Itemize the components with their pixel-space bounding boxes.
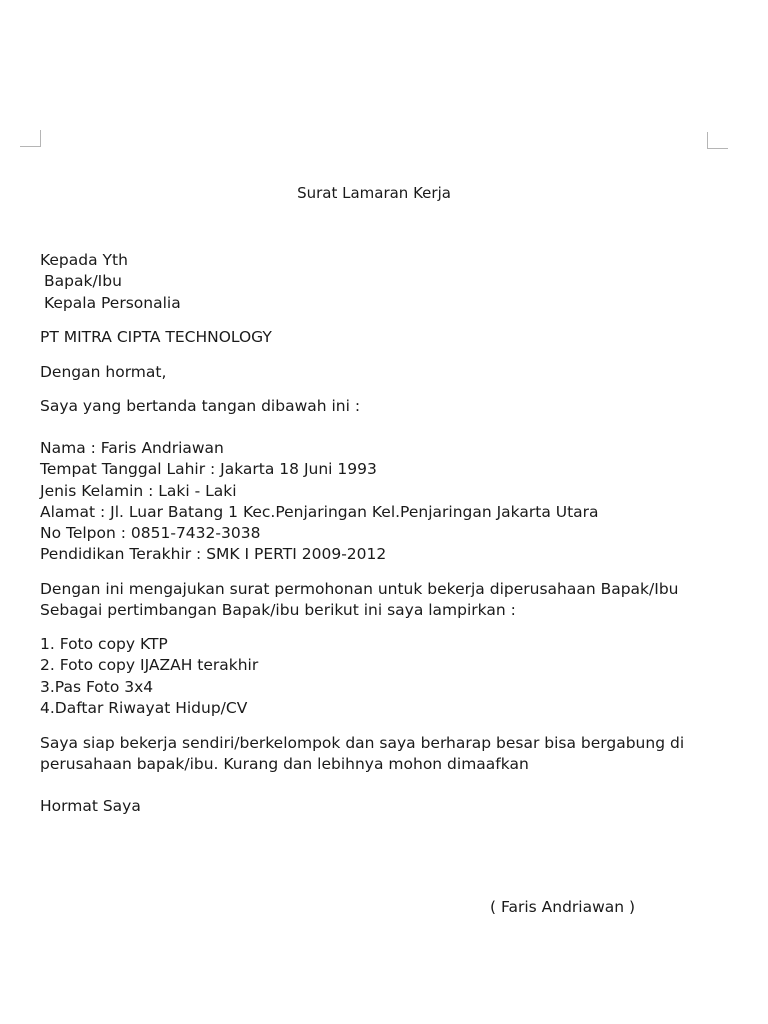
applicant-gender: Jenis Kelamin : Laki - Laki: [40, 482, 237, 500]
margin-corner-mark-top-right: [707, 132, 728, 149]
applicant-birth: Tempat Tanggal Lahir : Jakarta 18 Juni 1993: [40, 460, 377, 478]
request-line-2: Sebagai pertimbangan Bapak/ibu berikut ini saya lampirkan :: [40, 601, 516, 619]
recipient-line-2: Bapak/Ibu: [44, 272, 122, 290]
attachment-item: 3.Pas Foto 3x4: [40, 678, 154, 696]
applicant-phone: No Telpon : 0851-7432-3038: [40, 524, 261, 542]
attachment-item: 4.Daftar Riwayat Hidup/CV: [40, 699, 248, 717]
recipient-line-1: Kepada Yth: [40, 251, 128, 269]
intro-text: Saya yang bertanda tangan dibawah ini :: [40, 397, 361, 415]
margin-corner-mark-top-left: [20, 130, 41, 147]
applicant-address: Alamat : Jl. Luar Batang 1 Kec.Penjaringan Kel.Penjaringan Jakarta Utara: [40, 503, 599, 521]
letter-title: Surat Lamaran Kerja: [297, 184, 451, 202]
attachment-item: 2. Foto copy IJAZAH terakhir: [40, 656, 259, 674]
signature-name: ( Faris Andriawan ): [490, 898, 636, 916]
applicant-name: Nama : Faris Andriawan: [40, 439, 224, 457]
greeting: Dengan hormat,: [40, 363, 167, 381]
request-line-1: Dengan ini mengajukan surat permohonan untuk bekerja diperusahaan Bapak/Ibu: [40, 580, 679, 598]
regards: Hormat Saya: [40, 797, 141, 815]
applicant-education: Pendidikan Terakhir : SMK I PERTI 2009-2012: [40, 545, 387, 563]
attachment-item: 1. Foto copy KTP: [40, 635, 168, 653]
closing-line-1: Saya siap bekerja sendiri/berkelompok dan saya berharap besar bisa bergabung di: [40, 734, 685, 752]
closing-line-2: perusahaan bapak/ibu. Kurang dan lebihnya mohon dimaafkan: [40, 755, 529, 773]
recipient-line-3: Kepala Personalia: [44, 294, 181, 312]
recipient-company: PT MITRA CIPTA TECHNOLOGY: [40, 328, 272, 346]
